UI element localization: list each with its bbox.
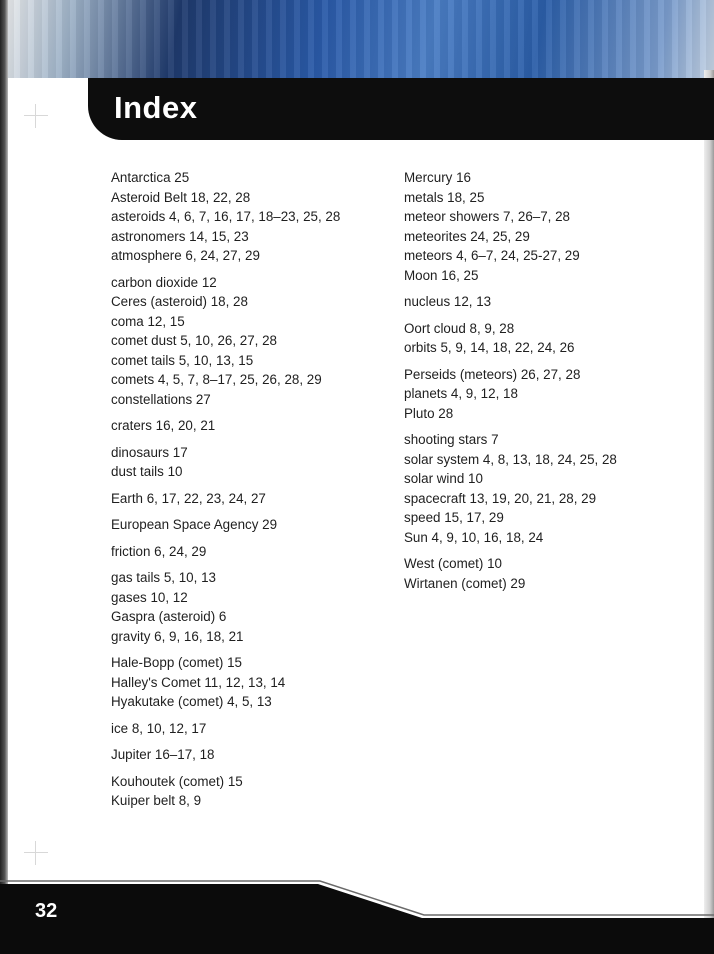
index-group [111, 273, 361, 410]
index-entry: gases 10, 12 [111, 589, 188, 605]
index-column-right [404, 168, 664, 600]
registration-mark-icon [24, 104, 48, 128]
index-entry: meteors 4, 6–7, 24, 25-27, 29 [404, 248, 580, 263]
index-entry: dust tails 10 [111, 464, 183, 479]
index-entry: solar system 4, 8, 13, 18, 24, 25, 28 [404, 451, 617, 467]
index-entry: Pluto 28 [404, 405, 454, 421]
registration-mark-icon [24, 841, 48, 865]
title-bar [88, 78, 714, 140]
page-fore-edge [704, 70, 714, 930]
index-group [404, 292, 664, 312]
index-entry: comet dust 5, 10, 26, 27, 28 [111, 333, 278, 348]
index-entry: constellations 27 [111, 391, 211, 407]
index-entry: Moon 16, 25 [404, 267, 479, 283]
index-entry: Kuiper belt 8, 9 [111, 793, 202, 808]
index-entry: comet tails 5, 10, 13, 15 [111, 352, 254, 368]
index-group [111, 719, 361, 739]
index-group [111, 443, 361, 482]
index-group [404, 319, 664, 358]
index-entry: nucleus 12, 13 [404, 294, 492, 309]
index-entry: atmosphere 6, 24, 27, 29 [111, 248, 260, 263]
index-group [111, 772, 361, 811]
footer-band [0, 878, 714, 954]
index-entry: Gaspra (asteroid) 6 [111, 609, 227, 624]
page-binding-edge [0, 0, 8, 954]
index-entry: meteorites 24, 25, 29 [404, 228, 530, 244]
index-entry: Wirtanen (comet) 29 [404, 575, 526, 591]
index-entry: Earth 6, 17, 22, 23, 24, 27 [111, 490, 266, 506]
index-entry: Antarctica 25 [111, 170, 190, 185]
index-entry: Oort cloud 8, 9, 28 [404, 320, 515, 336]
index-entry: Jupiter 16–17, 18 [111, 747, 215, 762]
page-number: 32 [35, 900, 58, 922]
index-group [111, 568, 361, 646]
index-entry: gas tails 5, 10, 13 [111, 570, 216, 585]
index-entry: Kouhoutek (comet) 15 [111, 773, 243, 789]
index-entry: spacecraft 13, 19, 20, 21, 28, 29 [404, 490, 597, 506]
index-entry: Perseids (meteors) 26, 27, 28 [404, 366, 581, 382]
index-entry: dinosaurs 17 [111, 444, 188, 460]
index-group [111, 745, 361, 765]
index-entry: metals 18, 25 [404, 189, 485, 205]
index-entry: planets 4, 9, 12, 18 [404, 386, 518, 401]
index-entry: European Space Agency 29 [111, 517, 278, 532]
index-entry: Sun 4, 9, 10, 16, 18, 24 [404, 529, 544, 545]
index-group [111, 168, 361, 266]
index-column-left [111, 168, 361, 818]
index-group [111, 416, 361, 436]
index-entry: orbits 5, 9, 14, 18, 22, 24, 26 [404, 340, 575, 355]
index-entry: coma 12, 15 [111, 313, 185, 329]
index-entry: Hyakutake (comet) 4, 5, 13 [111, 694, 272, 709]
index-entry: craters 16, 20, 21 [111, 418, 216, 433]
index-entry: friction 6, 24, 29 [111, 543, 207, 559]
index-entry: meteor showers 7, 26–7, 28 [404, 209, 570, 224]
index-group [111, 653, 361, 712]
index-group [111, 489, 361, 509]
page-title: Index [114, 90, 198, 125]
index-group [404, 430, 664, 547]
index-entry: astronomers 14, 15, 23 [111, 228, 249, 244]
index-group [404, 168, 664, 285]
index-group [404, 365, 664, 424]
index-entry: ice 8, 10, 12, 17 [111, 720, 207, 736]
space-banner-image [0, 0, 714, 78]
index-entry: comets 4, 5, 7, 8–17, 25, 26, 28, 29 [111, 372, 322, 387]
index-entry: Hale-Bopp (comet) 15 [111, 655, 242, 670]
index-entry: solar wind 10 [404, 471, 483, 486]
index-entry: Mercury 16 [404, 170, 471, 185]
index-entry: speed 15, 17, 29 [404, 510, 504, 525]
index-entry: Ceres (asteroid) 18, 28 [111, 294, 248, 309]
index-entry: Asteroid Belt 18, 22, 28 [111, 189, 251, 205]
index-entry: West (comet) 10 [404, 556, 502, 571]
index-group [111, 515, 361, 535]
footer-black-shape [0, 884, 714, 954]
index-entry: asteroids 4, 6, 7, 16, 17, 18–23, 25, 28 [111, 209, 341, 224]
index-entry: shooting stars 7 [404, 432, 499, 447]
index-group [111, 542, 361, 562]
index-entry: gravity 6, 9, 16, 18, 21 [111, 628, 244, 644]
index-group [404, 554, 664, 593]
index-entry: carbon dioxide 12 [111, 274, 217, 290]
index-entry: Halley's Comet 11, 12, 13, 14 [111, 674, 286, 690]
